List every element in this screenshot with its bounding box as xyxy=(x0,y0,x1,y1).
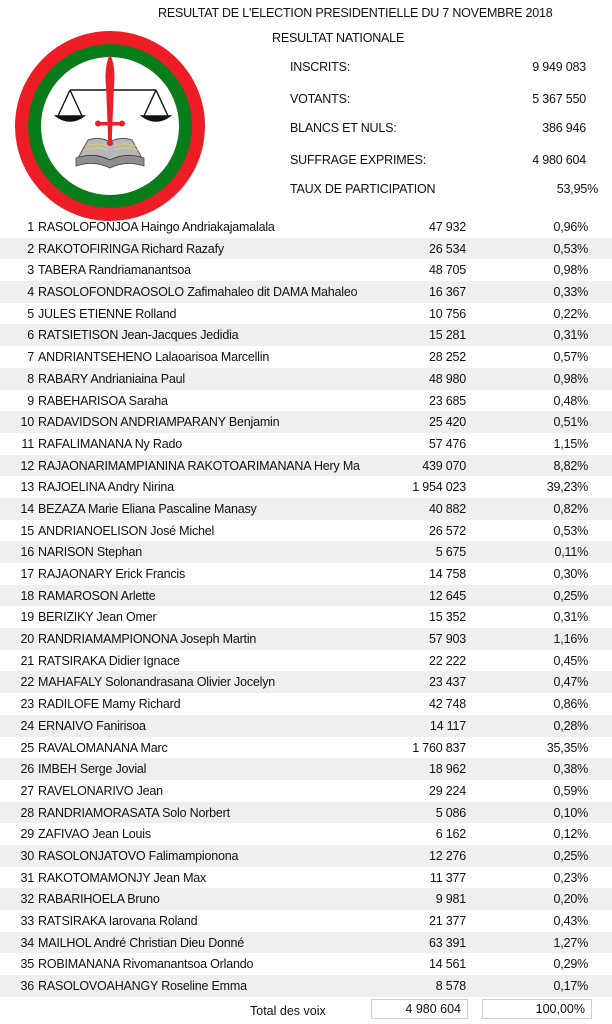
candidate-percentage: 0,45% xyxy=(553,653,588,668)
candidate-row xyxy=(0,455,612,477)
candidate-number: 22 xyxy=(20,675,34,690)
candidate-row xyxy=(0,303,612,325)
candidate-name: RABARIHOELA Bruno xyxy=(38,892,160,907)
candidate-percentage: 0,28% xyxy=(553,718,588,733)
candidate-row xyxy=(0,324,612,346)
candidate-row xyxy=(0,281,612,303)
candidate-row xyxy=(0,845,612,867)
candidate-row xyxy=(0,216,612,238)
candidate-row xyxy=(0,715,612,737)
candidate-number: 15 xyxy=(20,523,34,538)
page-subtitle: RESULTAT NATIONALE xyxy=(272,31,405,45)
candidate-votes: 23 437 xyxy=(428,675,466,690)
candidate-number: 26 xyxy=(20,762,34,777)
summary-label: TAUX DE PARTICIPATION xyxy=(290,182,436,196)
candidate-name: TABERA Randriamanantsoa xyxy=(38,263,191,278)
candidate-percentage: 0,59% xyxy=(553,783,588,798)
candidate-percentage: 0,53% xyxy=(553,523,588,538)
candidate-votes: 14 758 xyxy=(428,567,466,581)
candidate-percentage: 0,33% xyxy=(553,285,588,300)
candidate-number: 10 xyxy=(20,415,34,430)
candidate-number: 13 xyxy=(20,480,34,495)
candidate-number: 34 xyxy=(20,935,34,950)
candidate-percentage: 1,27% xyxy=(553,935,588,950)
candidate-votes: 12 276 xyxy=(428,848,466,863)
candidate-row xyxy=(0,606,612,628)
candidate-row xyxy=(0,259,612,281)
candidate-number: 27 xyxy=(20,783,34,798)
candidate-percentage: 0,10% xyxy=(553,805,588,820)
total-percentage: 100,00% xyxy=(482,999,592,1019)
candidate-number: 5 xyxy=(27,306,34,321)
candidate-name: RAKOTOFIRINGA Richard Razafy xyxy=(38,241,224,256)
candidate-percentage: 0,53% xyxy=(553,241,588,256)
summary-suffrage-exprimes xyxy=(290,153,598,171)
candidate-name: ANDRIANOELISON José Michel xyxy=(38,523,215,538)
candidate-number: 29 xyxy=(20,827,34,842)
candidate-row xyxy=(0,780,612,802)
candidate-percentage: 39,23% xyxy=(546,480,588,495)
candidate-name: RABARY Andrianiaina Paul xyxy=(38,371,185,386)
candidate-number: 21 xyxy=(20,653,34,668)
candidate-percentage: 0,20% xyxy=(553,892,588,907)
candidate-votes: 25 420 xyxy=(428,415,466,430)
candidate-row xyxy=(0,498,612,520)
candidate-votes: 1 954 023 xyxy=(412,480,466,495)
candidate-name: BERIZIKY Jean Omer xyxy=(38,610,157,625)
candidate-percentage: 0,23% xyxy=(553,870,588,885)
summary-value: 4 980 604 xyxy=(532,153,586,167)
candidate-number: 28 xyxy=(20,805,34,820)
candidate-votes: 15 281 xyxy=(428,328,466,343)
candidate-row xyxy=(0,628,612,650)
candidate-row xyxy=(0,346,612,368)
candidate-name: ROBIMANANA Rivomanantsoa Orlando xyxy=(38,957,254,972)
candidate-row xyxy=(0,650,612,672)
candidate-row xyxy=(0,390,612,412)
summary-inscrits xyxy=(290,60,598,78)
candidate-number: 3 xyxy=(27,263,34,278)
candidate-number: 30 xyxy=(20,848,34,863)
total-votes: 4 980 604 xyxy=(371,999,468,1019)
candidate-row xyxy=(0,693,612,715)
candidate-name: RAMAROSON Arlette xyxy=(38,588,156,603)
candidate-number: 14 xyxy=(20,501,34,516)
candidate-votes: 57 903 xyxy=(428,632,466,647)
candidate-number: 17 xyxy=(20,567,34,581)
candidate-votes: 14 117 xyxy=(429,718,466,733)
candidate-percentage: 0,57% xyxy=(553,350,588,365)
candidate-votes: 9 981 xyxy=(435,892,466,907)
candidate-votes: 21 377 xyxy=(428,914,466,928)
candidate-percentage: 0,82% xyxy=(553,501,588,516)
candidate-votes: 63 391 xyxy=(428,935,466,950)
candidates-table xyxy=(0,216,612,997)
candidate-name: RADILOFE Mamy Richard xyxy=(38,697,181,712)
candidate-name: RABEHARISOA Saraha xyxy=(38,393,168,408)
candidate-percentage: 0,29% xyxy=(553,957,588,972)
summary-label: VOTANTS: xyxy=(290,92,350,106)
candidate-name: RASOLOFONJOA Haingo Andriakajamalala xyxy=(38,220,275,234)
summary-value: 53,95% xyxy=(556,182,598,196)
summary-label: INSCRITS: xyxy=(290,60,351,74)
candidate-row xyxy=(0,953,612,975)
candidate-row xyxy=(0,758,612,780)
candidate-number: 7 xyxy=(27,350,34,365)
candidate-votes: 439 070 xyxy=(422,458,466,473)
candidate-percentage: 8,82% xyxy=(553,458,588,473)
candidate-number: 11 xyxy=(21,436,34,451)
candidate-number: 25 xyxy=(20,740,34,755)
candidate-percentage: 1,16% xyxy=(553,632,588,647)
candidate-row xyxy=(0,823,612,845)
total-label: Total des voix xyxy=(250,1004,326,1018)
candidate-votes: 23 685 xyxy=(428,393,466,408)
candidate-votes: 48 980 xyxy=(428,371,466,386)
candidate-percentage: 0,86% xyxy=(553,697,588,712)
candidate-votes: 16 367 xyxy=(428,285,466,300)
candidate-percentage: 0,96% xyxy=(553,220,588,234)
candidate-votes: 18 962 xyxy=(428,762,466,777)
candidate-number: 16 xyxy=(20,545,34,560)
candidate-name: ANDRIANTSEHENO Lalaoarisoa Marcellin xyxy=(38,350,270,365)
candidate-row xyxy=(0,671,612,693)
candidate-name: RAJAONARY Erick Francis xyxy=(38,567,186,581)
candidate-votes: 10 756 xyxy=(428,306,466,321)
candidate-name: BEZAZA Marie Eliana Pascaline Manasy xyxy=(38,501,257,516)
candidate-name: RAJOELINA Andry Nirina xyxy=(38,480,174,495)
candidate-number: 9 xyxy=(27,393,34,408)
candidate-percentage: 0,31% xyxy=(553,328,588,343)
summary-value: 5 367 550 xyxy=(532,92,586,106)
candidate-number: 24 xyxy=(20,718,34,733)
candidate-row xyxy=(0,541,612,563)
candidate-name: RAVALOMANANA Marc xyxy=(38,740,168,755)
candidate-percentage: 0,22% xyxy=(553,306,588,321)
candidate-row xyxy=(0,888,612,910)
hcc-emblem-logo xyxy=(14,30,206,222)
candidate-name: RAJAONARIMAMPIANINA RAKOTOARIMANANA Hery Ma xyxy=(38,458,360,473)
candidate-name: NARISON Stephan xyxy=(38,545,142,560)
candidate-votes: 12 645 xyxy=(428,588,466,603)
candidate-row xyxy=(0,975,612,997)
candidate-name: RATSIETISON Jean-Jacques Jedidia xyxy=(38,328,239,343)
candidate-votes: 26 534 xyxy=(428,241,466,256)
candidate-row xyxy=(0,520,612,542)
candidate-name: RASOLOFONDRAOSOLO Zafimahaleo dit DAMA Mahaleo xyxy=(38,285,358,300)
candidate-number: 4 xyxy=(27,285,34,300)
candidate-percentage: 0,48% xyxy=(553,393,588,408)
candidate-name: RANDRIAMAMPIONONA Joseph Martin xyxy=(38,632,257,647)
candidate-name: RADAVIDSON ANDRIAMPARANY Benjamin xyxy=(38,415,280,430)
candidate-name: RAFALIMANANA Ny Rado xyxy=(38,436,182,451)
candidate-votes: 15 352 xyxy=(428,610,466,625)
candidate-row xyxy=(0,910,612,932)
summary-value: 386 946 xyxy=(542,121,586,135)
candidate-number: 12 xyxy=(20,458,34,473)
candidate-number: 35 xyxy=(20,957,34,972)
candidate-name: ZAFIVAO Jean Louis xyxy=(38,827,151,842)
candidate-votes: 11 377 xyxy=(429,870,466,885)
candidate-name: JULES ETIENNE Rolland xyxy=(38,306,177,321)
candidate-votes: 8 578 xyxy=(435,979,466,994)
candidate-votes: 40 882 xyxy=(428,501,466,516)
candidate-votes: 26 572 xyxy=(428,523,466,538)
candidate-votes: 5 675 xyxy=(435,545,466,560)
candidate-percentage: 0,38% xyxy=(553,762,588,777)
candidate-votes: 5 086 xyxy=(435,805,466,820)
candidate-row xyxy=(0,476,612,498)
candidate-row xyxy=(0,368,612,390)
candidate-number: 20 xyxy=(20,632,34,647)
candidate-number: 1 xyxy=(27,220,34,234)
candidate-name: RASOLONJATOVO Falimampionona xyxy=(38,848,239,863)
summary-label: SUFFRAGE EXPRIMES: xyxy=(290,153,427,167)
summary-votants xyxy=(290,92,598,110)
candidate-votes: 29 224 xyxy=(428,783,466,798)
candidate-row xyxy=(0,411,612,433)
candidate-row xyxy=(0,433,612,455)
candidate-votes: 22 222 xyxy=(428,653,466,668)
candidate-percentage: 0,30% xyxy=(553,567,588,581)
candidate-name: ERNAIVO Fanirisoa xyxy=(38,718,146,733)
candidate-row xyxy=(0,737,612,759)
candidate-votes: 1 760 837 xyxy=(412,740,466,755)
candidate-percentage: 0,31% xyxy=(553,610,588,625)
candidate-number: 36 xyxy=(20,979,34,994)
candidate-votes: 6 162 xyxy=(435,827,466,842)
summary-blancs-nuls xyxy=(290,121,598,139)
candidate-name: IMBEH Serge Jovial xyxy=(38,762,147,777)
candidate-row xyxy=(0,867,612,889)
candidate-number: 6 xyxy=(27,328,34,343)
candidate-name: MAILHOL André Christian Dieu Donné xyxy=(38,935,245,950)
candidate-percentage: 35,35% xyxy=(546,740,588,755)
candidate-number: 31 xyxy=(20,870,34,885)
candidate-row xyxy=(0,932,612,954)
candidate-votes: 42 748 xyxy=(428,697,466,712)
candidate-percentage: 0,25% xyxy=(553,848,588,863)
candidate-name: RAVELONARIVO Jean xyxy=(38,783,163,798)
candidate-row xyxy=(0,585,612,607)
candidate-votes: 28 252 xyxy=(428,350,466,365)
candidate-name: RAKOTOMAMONJY Jean Max xyxy=(38,870,207,885)
candidate-number: 33 xyxy=(20,914,34,928)
candidate-percentage: 0,47% xyxy=(553,675,588,690)
candidate-percentage: 0,43% xyxy=(553,914,588,928)
candidate-percentage: 0,12% xyxy=(553,827,588,842)
candidate-percentage: 0,11% xyxy=(554,545,588,560)
candidate-percentage: 0,51% xyxy=(553,415,588,430)
candidate-number: 32 xyxy=(20,892,34,907)
candidate-percentage: 0,98% xyxy=(553,371,588,386)
candidate-votes: 47 932 xyxy=(428,220,466,234)
candidate-name: RATSIRAKA Didier Ignace xyxy=(38,653,180,668)
candidate-percentage: 1,15% xyxy=(553,436,588,451)
candidate-number: 18 xyxy=(20,588,34,603)
candidate-percentage: 0,17% xyxy=(553,979,588,994)
candidate-row xyxy=(0,563,612,585)
candidate-percentage: 0,98% xyxy=(553,263,588,278)
summary-value: 9 949 083 xyxy=(532,60,586,74)
candidate-name: RANDRIAMORASATA Solo Norbert xyxy=(38,805,230,820)
candidate-name: RATSIRAKA Iarovana Roland xyxy=(38,914,198,928)
candidate-row xyxy=(0,802,612,824)
page-title: RESULTAT DE L'ELECTION PRESIDENTIELLE DU 7 NOVEMBRE 2018 xyxy=(158,6,553,20)
candidate-number: 2 xyxy=(27,241,34,256)
summary-taux-participation xyxy=(290,182,598,200)
candidate-votes: 14 561 xyxy=(428,957,466,972)
candidate-number: 8 xyxy=(27,371,34,386)
candidate-name: RASOLOVOAHANGY Roseline Emma xyxy=(38,979,247,994)
summary-label: BLANCS ET NULS: xyxy=(290,121,397,135)
candidate-number: 23 xyxy=(20,697,34,712)
candidate-row xyxy=(0,238,612,260)
candidate-votes: 48 705 xyxy=(428,263,466,278)
candidate-votes: 57 476 xyxy=(428,436,466,451)
candidate-name: MAHAFALY Solonandrasana Olivier Jocelyn xyxy=(38,675,275,690)
candidate-percentage: 0,25% xyxy=(553,588,588,603)
candidate-number: 19 xyxy=(20,610,34,625)
